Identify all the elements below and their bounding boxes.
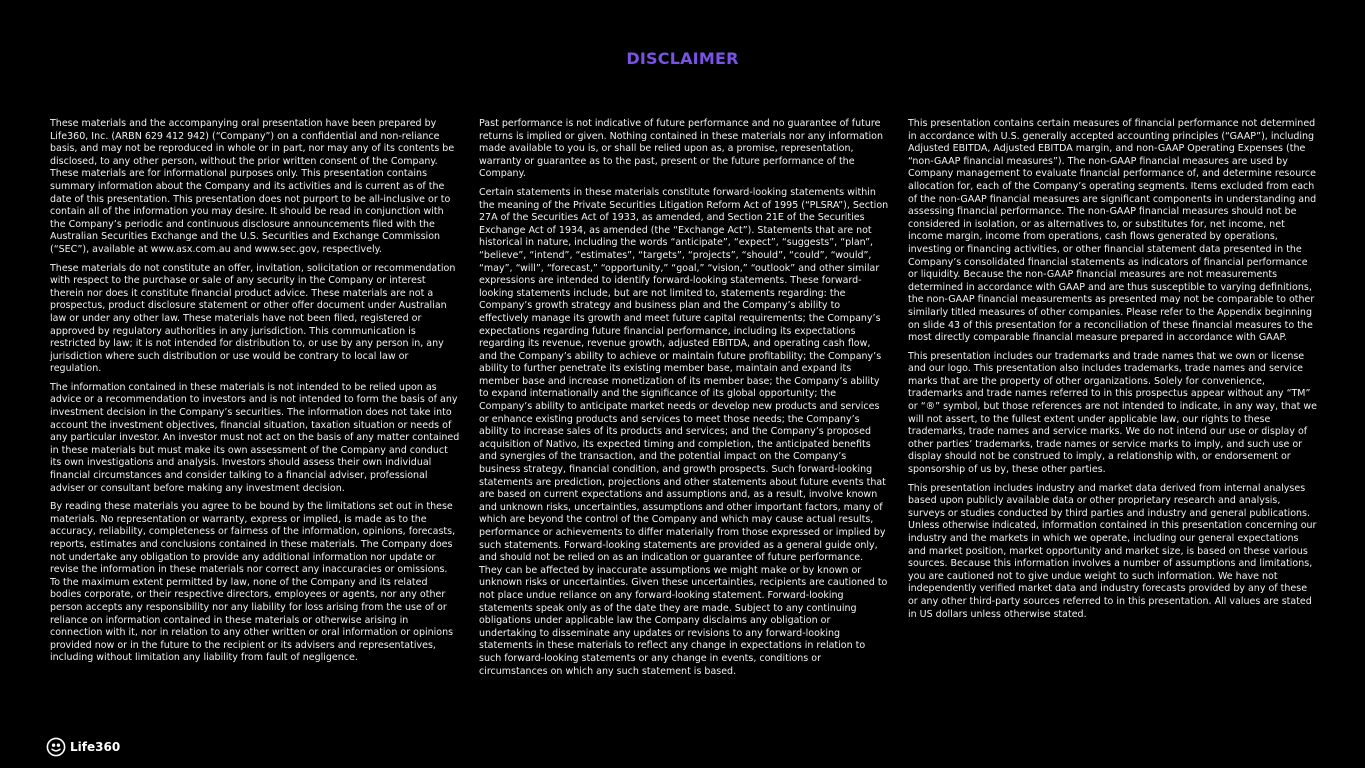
disclaimer-column-1 <box>50 118 460 671</box>
disclaimer-paragraph: These materials and the accompanying oral presentation have been prepared by Life360, Inc. (ARBN 629 412 942) (“Company”) on a confidential and non-reliance basis, and may not be reproduced in whole or in part, nor may any of its contents be disclosed, to any other person, without the prior written consent of the Company. These materials are for informational purposes only. This presentation contains summary information about the Company and its activities and is current as of the date of this presentation. This presentation does not purport to be all-inclusive or to contain all of the information you may desire. It should be read in conjunction with the Company’s periodic and continuous disclosure announcements filed with the Australian Securities Exchange and the U.S. Securities and Exchange Commission (“SEC”), available at www.asx.com.au and www.sec.gov, respectively. <box>50 118 455 255</box>
logo-text: Life360 <box>70 740 121 754</box>
disclaimer-paragraph: This presentation includes industry and market data derived from internal analyses based upon publicly available data or other proprietary research and analysis, surveys or studies conducted by third parties and industry and general publications. Unless otherwise indicated, information contained in this presentation concerning our industry and the markets in which we operate, including our general expectations and market position, market opportunity and market size, is based on these various sources. Because this information involves a number of assumptions and limitations, you are cautioned not to give undue weight to such information. We have not independently verified market data and industry forecasts provided by any of these or any other third-party sources referred to in this presentation. All values are stated in US dollars unless otherwise stated. <box>908 482 1317 620</box>
disclaimer-paragraph: The information contained in these materials is not intended to be relied upon as advice or a recommendation to investors and is not intended to form the basis of any investment decision in the Company’s securities. The information does not take into account the investment objectives, financial situation, taxation situation or needs of any particular investor. An investor must not act on the basis of any matter contained in these materials but must make its own assessment of the Company and conduct its own investigations and analysis. Investors should assess their own individual financial circumstances and consider talking to a financial adviser, professional adviser or consultant before making any investment decision. <box>50 381 460 494</box>
disclaimer-column-2 <box>479 118 889 684</box>
disclaimer-paragraph: Certain statements in these materials constitute forward-looking statements within the meaning of the Private Securities Litigation Reform Act of 1995 (“PLSRA”), Section 27A of the Securities Act of 1933, as amended, and Section 21E of the Securities Exchange Act of 1934, as amended (the “Exchange Act”). Statements that are not historical in nature, including the words “anticipate”, “expect”, “suggests”, “plan”, “believe”, “intend”, “estimates”, “targets”, “projects”, “should”, “could”, “would”, “may”, “will”, “forecast,” “opportunity,” “goal,” “vision,” “outlook” and other similar expressions are intended to identify forward-looking statements. These forward-looking statements include, but are not limited to, statements regarding: the Company’s growth strategy and business plan and the Company’s ability to effectively manage its growth and meet future capital requirements; the Company’s expectations regarding future financial performance, including its expectations regarding its revenue, revenue growth, adjusted EBITDA, and operating cash flow, and the Company’s ability to achieve or maintain future profitability; the Company’s ability to further penetrate its existing member base, maintain and expand its member base and increase monetization of its member base; the Company’s ability to expand internationally and the significance of its global opportunity; the Company’s ability to anticipate market needs or develop new products and services or enhance existing products and services to meet those needs; the Company’s ability to increase sales of its products and services; and the Company’s proposed acquisition of Nativo, its expected timing and completion, the anticipated benefits and synergies of the transaction, and the potential impact on the Company’s business strategy, financial condition, and growth prospects. Such forward-looking statements are prediction, projections and other statements about future events that are based on current expectations and assumptions and, as a result, involve known and unknown risks, uncertainties, assumptions and other important factors, many of which are beyond the control of the Company and which may cause actual results, performance or achievements to differ materially from those expressed or implied by such statements. Forward-looking statements are provided as a general guide only, and should not be relied on as an indication or guarantee of future performance. They can be affected by inaccurate assumptions we might make or by known or unknown risks or uncertainties. Given these uncertainties, recipients are cautioned to not place undue reliance on any forward-looking statement. Forward-looking statements speak only as of the date they are made. Subject to any continuing obligations under applicable law the Company disclaims any obligation or undertaking to disseminate any updates or revisions to any forward-looking statements in these materials to reflect any change in expectations in relation to such forward-looking statements or any change in events, conditions or circumstances on which any such statement is based. <box>479 186 889 677</box>
life360-logo-icon <box>46 737 66 757</box>
disclaimer-paragraph: Past performance is not indicative of future performance and no guarantee of future returns is implied or given. Nothing contained in these materials nor any information made available to you is, or shall be relied upon as, a promise, representation, warranty or guarantee as to the past, present or the future performance of the Company. <box>479 118 883 180</box>
disclaimer-paragraph: These materials do not constitute an offer, invitation, solicitation or recommendation with respect to the purchase or sale of any security in the Company or interest therein nor does it constitute financial product advice. These materials are not a prospectus, product disclosure statement or other offer document under Australian law or under any other law. These materials have not been filed, registered or approved by regulatory authorities in any jurisdiction. This communication is restricted by law; it is not intended for distribution to, or use by any person in, any jurisdiction where such distribution or use would be contrary to local law or regulation. <box>50 262 456 375</box>
disclaimer-column-3 <box>908 118 1318 627</box>
disclaimer-paragraph: By reading these materials you agree to be bound by the limitations set out in these materials. No representation or warranty, express or implied, is made as to the accuracy, reliability, completeness or fairness of the information, opinions, forecasts, reports, estimates and conclusions contained in these materials. The Company does not undertake any obligation to provide any additional information nor update or revise the information in these materials nor correct any inaccuracies or omissions. To the maximum extent permitted by law, none of the Company and its related bodies corporate, or their respective directors, employees or agents, nor any other person accepts any responsibility nor any liability for loss arising from the use of or reliance on information contained in these materials or otherwise arising in connection with it, nor in relation to any other written or oral information or opinions provided now or in the future to the recipient or its advisers and representatives, including without limitation any liability from fault of negligence. <box>50 501 456 664</box>
disclaimer-paragraph: This presentation contains certain measures of financial performance not determined in accordance with U.S. generally accepted accounting principles (“GAAP”), including Adjusted EBITDA, Adjusted EBITDA margin, and non-GAAP Operating Expenses (the “non-GAAP financial measures”). The non-GAAP financial measures are used by Company management to evaluate financial performance of, and determine resource allocation for, each of the Company’s operating segments. Items excluded from each of the non-GAAP financial measures are significant components in understanding and assessing financial performance. The non-GAAP financial measures should not be considered in isolation, or as alternatives to, or substitutes for, net income, net income margin, income from operations, cash flows generated by operations, investing or financing activities, or other financial statement data presented in the Company’s consolidated financial statements as indicators of financial performance or liquidity. Because the non-GAAP financial measures are not measurements determined in accordance with GAAP and are thus susceptible to varying definitions, the non-GAAP financial measurements as presented may not be comparable to other similarly titled measures of other companies. Please refer to the Appendix beginning on slide 43 of this presentation for a reconciliation of these financial measures to the most directly comparable financial measure prepared in accordance with GAAP. <box>908 118 1317 344</box>
company-logo <box>46 736 120 758</box>
page-title: DISCLAIMER <box>626 49 739 68</box>
disclaimer-paragraph: This presentation includes our trademarks and trade names that we own or license and our logo. This presentation also includes trademarks, trade names and service marks that are the property of other organizations. Solely for convenience, trademarks and trade names referred to in this prospectus appear without any “TM” or “®” symbol, but those references are not intended to indicate, in any way, that we will not assert, to the fullest extent under applicable law, our rights to these trademarks, trade names and service marks. We do not intend our use or display of other parties’ trademarks, trade names or service marks to imply, and such use or display should not be construed to imply, a relationship with, or endorsement or sponsorship of us by, these other parties. <box>908 350 1317 476</box>
